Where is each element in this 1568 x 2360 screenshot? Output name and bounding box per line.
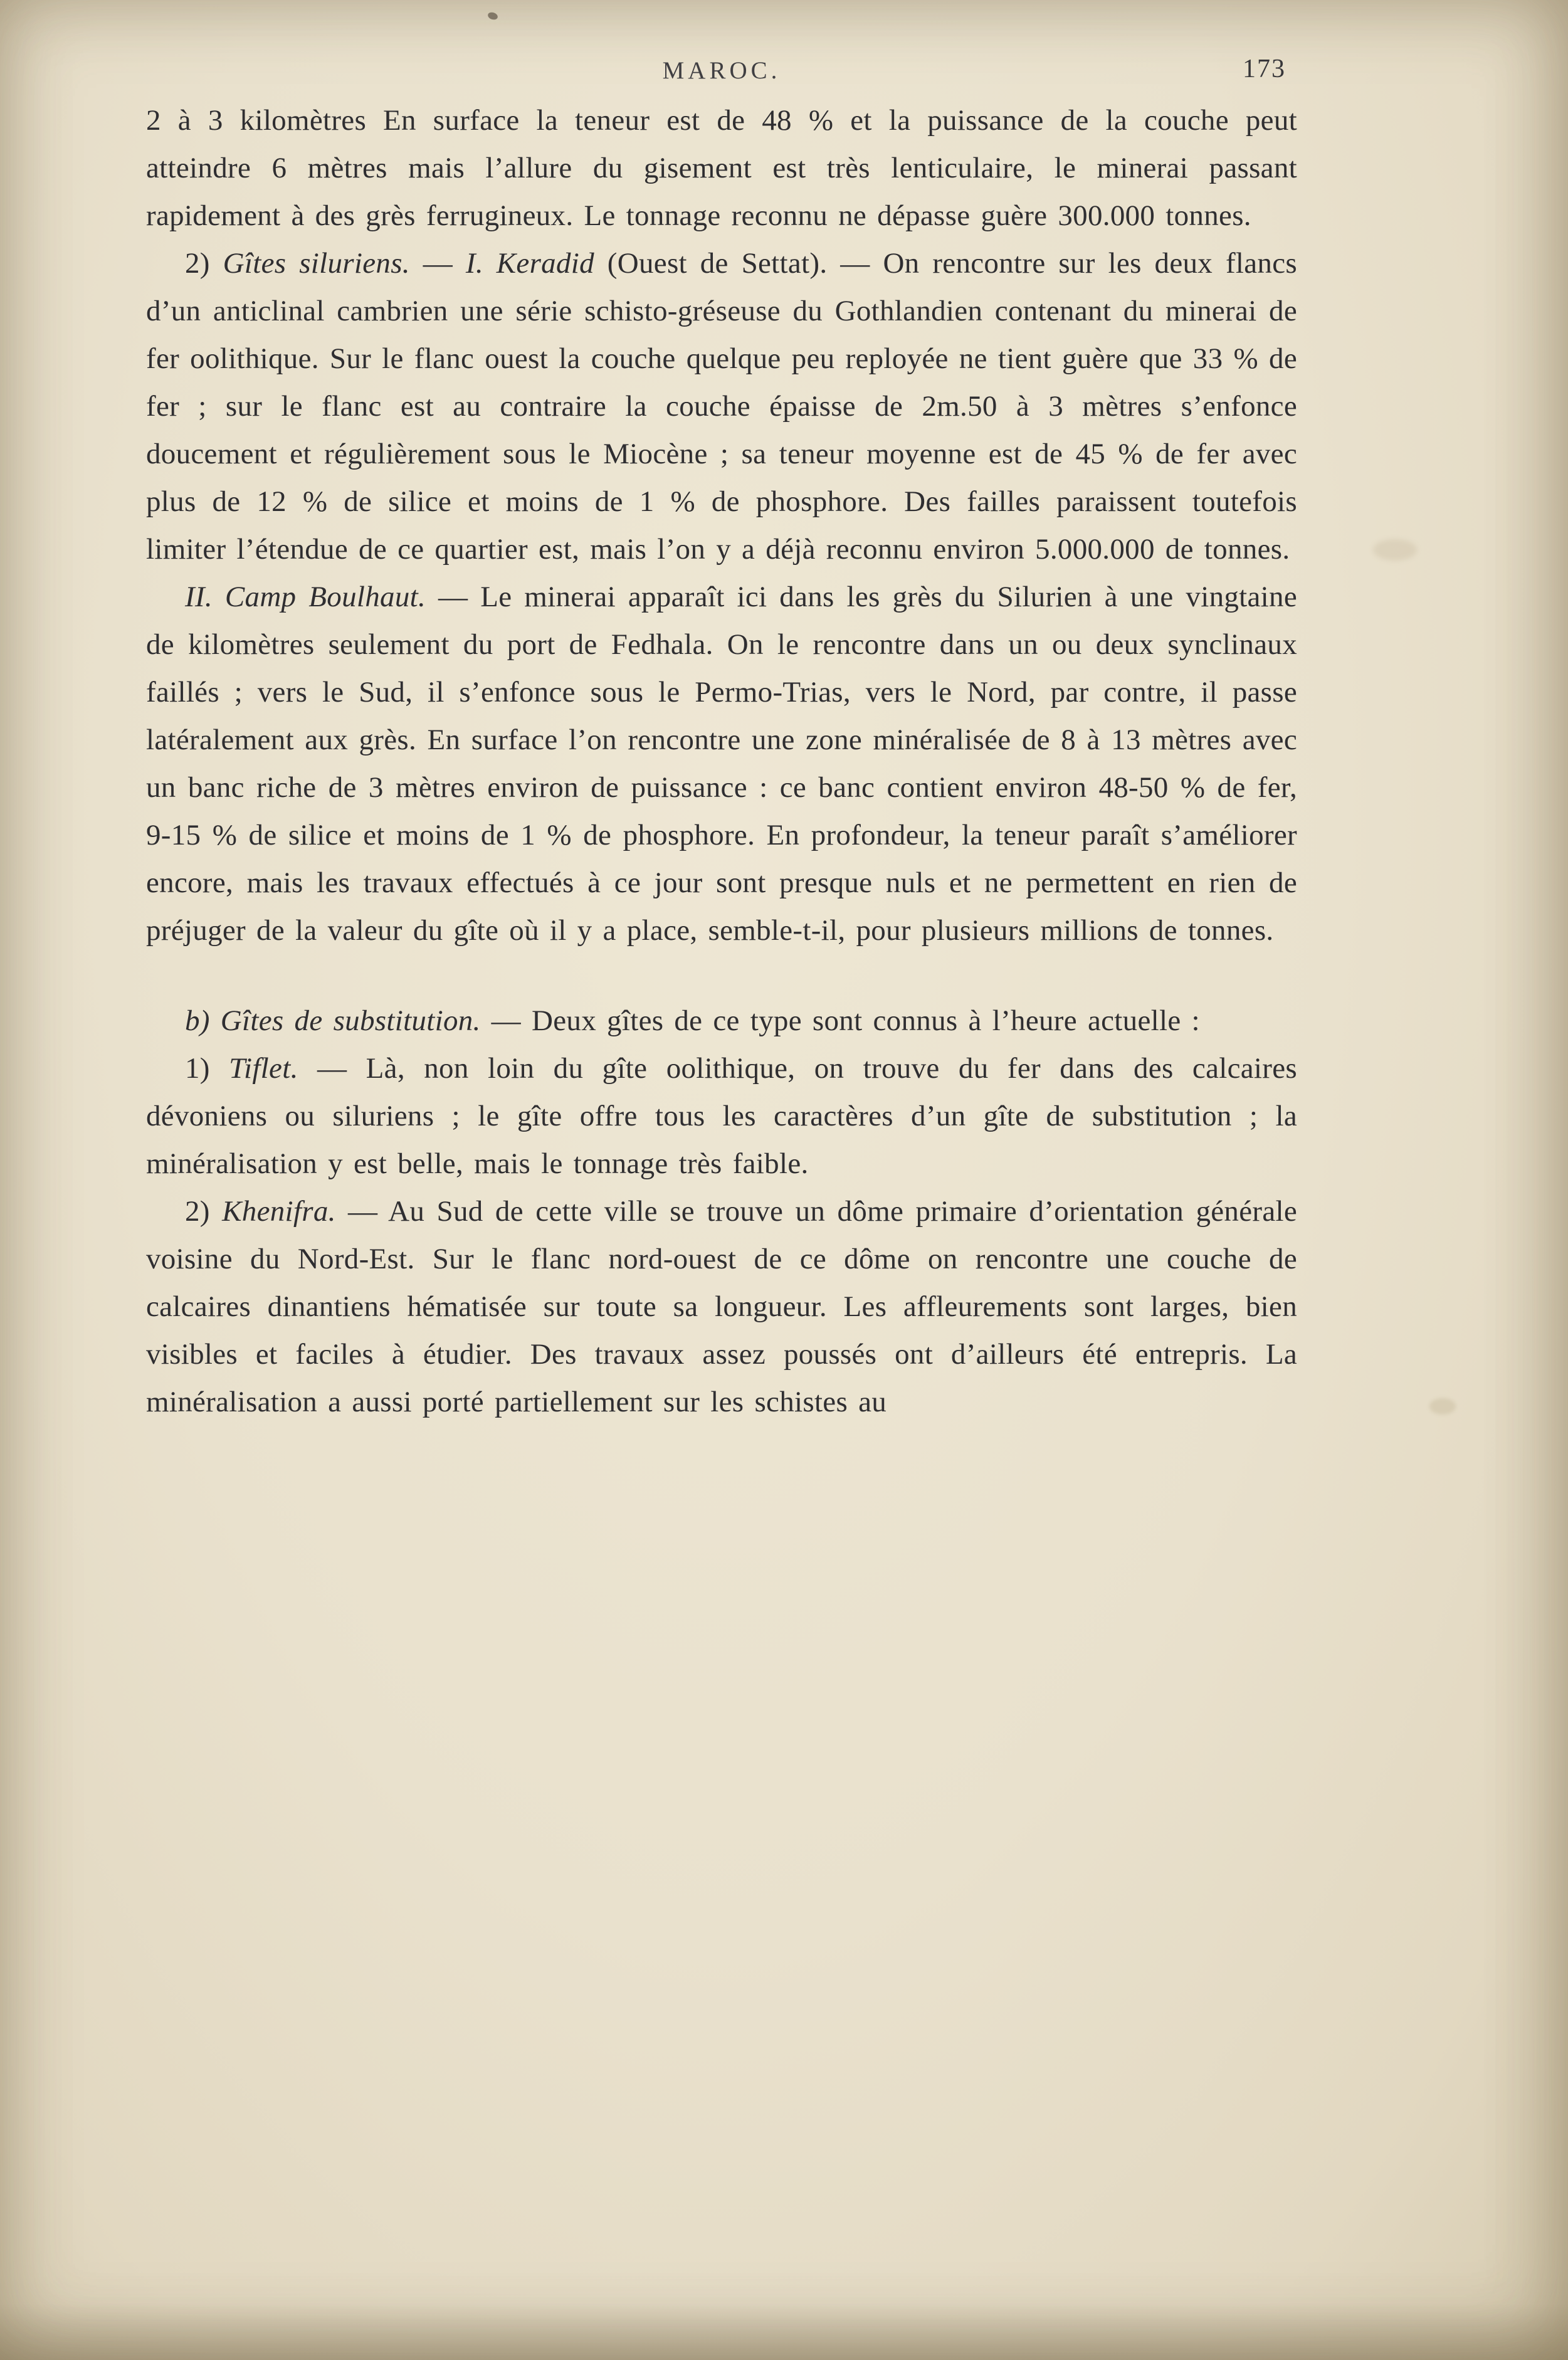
running-title: MAROC.	[662, 57, 781, 84]
page-header	[146, 55, 1297, 95]
text-run: — Le minerai apparaît ici dans les grès du Silurien à une vingtaine de kilomètres seulement du port de Fedhala. On le rencontre dans un ou deux synclinaux faillés ; vers le Sud, il s’enfonce sous le Permo-Trias, vers le Nord, par contre, il passe latéralement aux grès. En surface l’on rencontre une zone minéralisée de 8 à 13 mètres avec un banc riche de 3 mètres environ de puissance : ce banc contient environ 48-50 % de fer, 9-15 % de silice et moins de 1 % de phosphore. En profondeur, la teneur paraît s’améliorer encore, mais les travaux effectués à ce jour sont presque nuls et ne permettent en rien de préjuger de la valeur du gîte où il y a place, semble-t-il, pour plusieurs millions de tonnes.	[146, 581, 1298, 947]
list-marker: 1)	[185, 1052, 229, 1085]
text-run: — Au Sud de cette ville se trouve un dôme primaire d’orientation générale voisine du Nord-Est. Sur le flanc nord-ouest de ce dôme on rencontre une couche de calcaires dinantiens hématisée sur toute sa longueur. Les affleurements sont larges, bien visibles et faciles à étudier. Des travaux assez poussés ont d’ailleurs été entrepris. La minéralisation a aussi porté partiellement sur les schistes au	[146, 1195, 1298, 1418]
text-run: — Là, non loin du gîte oolithique, on trouve du fer dans des calcaires dévoniens ou siluriens ; le gîte offre tous les caractères d’un gîte de substitution ; la minéralisation y est belle, mais le tonnage très faible.	[146, 1052, 1297, 1180]
paragraph-khenifra	[146, 1188, 1297, 1426]
paragraph-gites-de-substitution	[146, 997, 1297, 1045]
list-marker: 2)	[185, 1195, 223, 1228]
paper-stain	[1373, 539, 1417, 561]
paper-speck	[487, 11, 499, 21]
section-title-tiflet: Tiflet.	[229, 1052, 298, 1085]
section-title-gites-siluriens: Gîtes siluriens.	[223, 247, 410, 280]
paper-stain	[1429, 1398, 1456, 1414]
paragraph-tiflet	[146, 1045, 1297, 1188]
text-run: — Deux gîtes de ce type sont connus à l’heure actuelle :	[480, 1004, 1200, 1037]
text-run: (Ouest de Settat). — On rencontre sur les deux flancs d’un anticlinal cambrien une série schisto-gréseuse du Gothlandien contenant du minerai de fer oolithique. Sur le flanc ouest la couche quelque peu reployée ne tient guère que 33 % de fer ; sur le flanc est au contraire la couche épaisse de 2m.50 à 3 mètres s’enfonce doucement et régulièrement sous le Miocène ; sa teneur moyenne est de 45 % de fer avec plus de 12 % de silice et moins de 1 % de phosphore. Des failles paraissent toutefois limiter l’étendue de ce quartier est, mais l’on y a déjà reconnu environ 5.000.000 de tonnes.	[146, 247, 1297, 566]
paragraph-gites-siluriens-keradid	[146, 240, 1297, 573]
text-run: 2 à 3 kilomètres En surface la teneur est de 48 % et la puissance de la couche peut atteindre 6 mètres mais l’allure du gisement est très lenticulaire, le minerai passant rapidement à des grès ferrugineux. Le tonnage reconnu ne dépasse guère 300.000 tonnes.	[146, 104, 1297, 232]
page-number: 173	[1243, 55, 1286, 83]
section-title-khenifra: Khenifra.	[222, 1195, 336, 1228]
section-title-gites-de-substitution: b) Gîtes de substitution.	[185, 1004, 481, 1037]
paragraph-camp-boulhaut	[146, 573, 1297, 954]
text-run: —	[409, 247, 466, 280]
section-title-keradid: I. Keradid	[465, 247, 594, 280]
page-content	[146, 55, 1297, 1426]
text-block	[146, 97, 1297, 1426]
section-title-camp-boulhaut: II. Camp Boulhaut.	[185, 581, 426, 613]
list-marker: 2)	[185, 247, 223, 280]
paragraph-oolithique-continuation	[146, 97, 1297, 240]
